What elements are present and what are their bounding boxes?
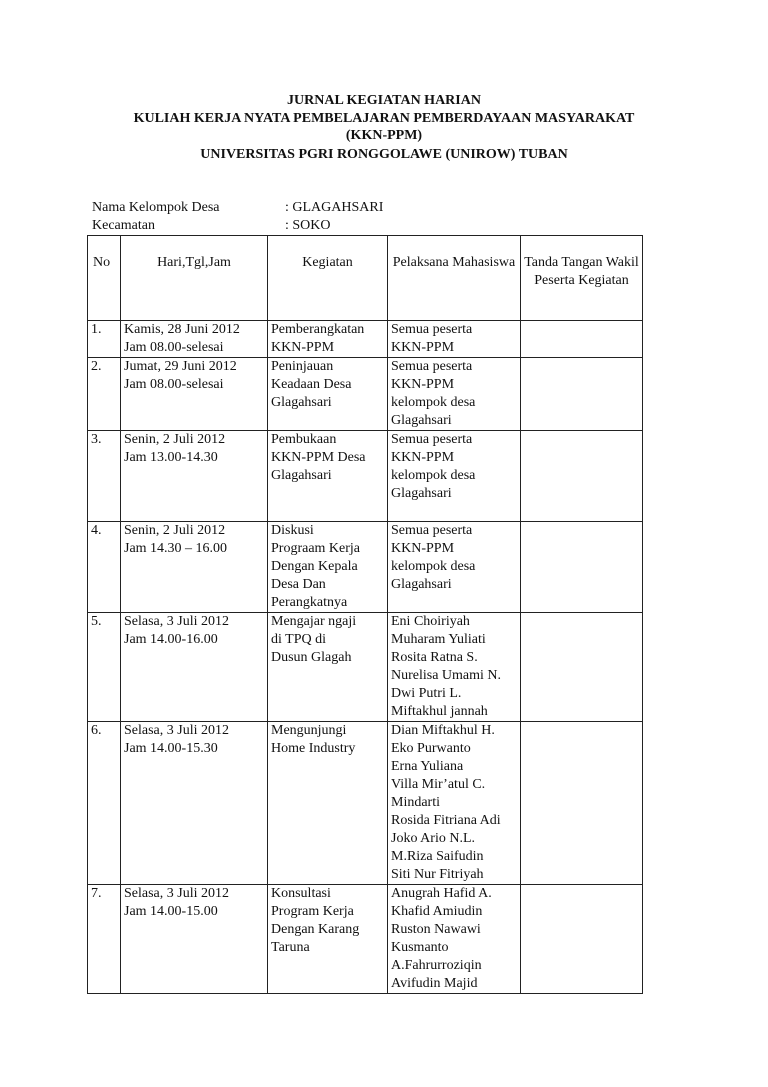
- university-title: UNIVERSITAS PGRI RONGGOLAWE (UNIROW) TUBAN: [200, 147, 568, 162]
- row-kegiatan: [268, 722, 388, 885]
- row-pelaksana-line: Anugrah Hafid A.: [391, 886, 492, 901]
- table-header-row: [88, 236, 643, 321]
- row-hari-line: Kamis, 28 Juni 2012: [124, 322, 240, 337]
- row-number: 1.: [88, 321, 121, 358]
- signature-cell: [521, 885, 643, 994]
- row-pelaksana-line: Semua peserta: [391, 322, 473, 337]
- row-pelaksana-line: Rosita Ratna S.: [391, 650, 478, 665]
- header-ttd-line: Kegiatan: [578, 273, 629, 288]
- row-pelaksana-line: KKN-PPM: [391, 450, 455, 465]
- row-number: 7.: [88, 885, 121, 994]
- row-hari: [121, 885, 268, 994]
- row-pelaksana-line: kelompok desa: [391, 559, 476, 574]
- row-kegiatan-line: Prograam Kerja: [271, 541, 361, 556]
- row-number: 2.: [88, 358, 121, 431]
- blank-line: [391, 503, 517, 521]
- row-hari-line: Jam 14.30 – 16.00: [124, 541, 228, 556]
- row-kegiatan-line: Mengajar ngaji: [271, 614, 357, 629]
- row-pelaksana-line: A.Fahrurroziqin: [391, 958, 482, 973]
- row-kegiatan-line: Pemberangkatan: [271, 322, 365, 337]
- row-pelaksana-line: Glagahsari: [391, 577, 452, 592]
- row-hari-line: Selasa, 3 Juli 2012: [124, 614, 229, 629]
- row-kegiatan-line: Dengan Karang: [271, 922, 360, 937]
- row-pelaksana-line: Avifudin Majid: [391, 976, 478, 991]
- header-pelaksana-line: Mahasiswa: [452, 255, 516, 270]
- row-kegiatan: [268, 522, 388, 613]
- table-row: [88, 431, 643, 522]
- row-kegiatan-line: KKN-PPM Desa: [271, 450, 366, 465]
- row-kegiatan-line: Taruna: [271, 940, 310, 955]
- row-pelaksana-line: Villa Mir’atul C.: [391, 777, 486, 792]
- row-number: 6.: [88, 722, 121, 885]
- header-pelaksana: [388, 236, 521, 321]
- kelompok-label: Nama Kelompok Desa: [92, 200, 220, 215]
- row-hari-line: Jam 14.00-15.00: [124, 904, 218, 919]
- table-row: [88, 613, 643, 722]
- row-hari-line: Jam 08.00-selesai: [124, 340, 224, 355]
- row-kegiatan: [268, 613, 388, 722]
- row-hari: [121, 358, 268, 431]
- row-pelaksana-line: Erna Yuliana: [391, 759, 464, 774]
- kecamatan-value: : SOKO: [285, 218, 331, 233]
- row-pelaksana-line: Semua peserta: [391, 523, 473, 538]
- table-row: [88, 522, 643, 613]
- header-hari: Hari,Tgl,Jam: [121, 236, 268, 321]
- row-kegiatan-line: Keadaan Desa: [271, 377, 352, 392]
- row-pelaksana-line: Glagahsari: [391, 413, 452, 428]
- row-hari: [121, 522, 268, 613]
- row-pelaksana: [388, 431, 521, 522]
- row-kegiatan-line: Glagahsari: [271, 395, 332, 410]
- header-no: No: [88, 236, 121, 321]
- row-hari-line: Jam 08.00-selesai: [124, 377, 224, 392]
- row-pelaksana-line: Semua peserta: [391, 432, 473, 447]
- row-pelaksana-line: Muharam Yuliati: [391, 632, 486, 647]
- kecamatan-label: Kecamatan: [92, 218, 155, 233]
- row-kegiatan-line: Konsultasi: [271, 886, 331, 901]
- program-title: KULIAH KERJA NYATA PEMBELAJARAN PEMBERDAYAAN MASYARAKAT: [133, 111, 635, 126]
- row-kegiatan-line: Dengan Kepala: [271, 559, 358, 574]
- row-kegiatan: [268, 358, 388, 431]
- header-kegiatan: Kegiatan: [268, 236, 388, 321]
- row-kegiatan-line: Program Kerja: [271, 904, 354, 919]
- row-kegiatan-line: Mengunjungi: [271, 723, 347, 738]
- journal-table: [87, 235, 643, 994]
- row-hari-line: Senin, 2 Juli 2012: [124, 523, 226, 538]
- row-kegiatan-line: Dusun Glagah: [271, 650, 352, 665]
- row-hari-line: Senin, 2 Juli 2012: [124, 432, 226, 447]
- table-row: [88, 722, 643, 885]
- row-pelaksana-line: Eko Purwanto: [391, 741, 471, 756]
- row-hari-line: Jam 14.00-15.30: [124, 741, 218, 756]
- row-hari-line: Jam 14.00-16.00: [124, 632, 218, 647]
- row-kegiatan: [268, 321, 388, 358]
- table-row: [88, 885, 643, 994]
- row-pelaksana-line: Glagahsari: [391, 486, 452, 501]
- row-pelaksana-line: KKN-PPM: [391, 377, 455, 392]
- row-kegiatan-line: Home Industry: [271, 741, 356, 756]
- row-hari-line: Selasa, 3 Juli 2012: [124, 723, 229, 738]
- row-pelaksana-line: Siti Nur Fitriyah: [391, 867, 484, 882]
- kelompok-value: : GLAGAHSARI: [285, 200, 384, 215]
- row-pelaksana-line: KKN-PPM: [391, 541, 455, 556]
- row-pelaksana-line: Nurelisa Umami N.: [391, 668, 502, 683]
- row-kegiatan-line: Perangkatnya: [271, 595, 348, 610]
- row-hari-line: Selasa, 3 Juli 2012: [124, 886, 229, 901]
- row-pelaksana-line: Kusmanto: [391, 940, 449, 955]
- journal-title: JURNAL KEGIATAN HARIAN: [287, 93, 481, 108]
- signature-cell: [521, 358, 643, 431]
- row-kegiatan-line: Glagahsari: [271, 468, 332, 483]
- row-hari-line: Jumat, 29 Juni 2012: [124, 359, 237, 374]
- row-hari: [121, 722, 268, 885]
- row-hari: [121, 321, 268, 358]
- row-pelaksana: [388, 613, 521, 722]
- signature-cell: [521, 431, 643, 522]
- row-pelaksana: [388, 321, 521, 358]
- header-ttd: [521, 236, 643, 321]
- row-pelaksana-line: Miftakhul jannah: [391, 704, 488, 719]
- row-pelaksana-line: Eni Choiriyah: [391, 614, 470, 629]
- row-pelaksana: [388, 358, 521, 431]
- row-pelaksana-line: Mindarti: [391, 795, 440, 810]
- row-pelaksana: [388, 722, 521, 885]
- row-pelaksana-line: Ruston Nawawi: [391, 922, 481, 937]
- row-pelaksana-line: kelompok desa: [391, 395, 476, 410]
- row-number: 4.: [88, 522, 121, 613]
- row-kegiatan-line: di TPQ di: [271, 632, 326, 647]
- signature-cell: [521, 613, 643, 722]
- row-pelaksana-line: Joko Ario N.L.: [391, 831, 475, 846]
- row-kegiatan: [268, 885, 388, 994]
- row-number: 3.: [88, 431, 121, 522]
- row-kegiatan: [268, 431, 388, 522]
- row-kegiatan-line: Diskusi: [271, 523, 314, 538]
- row-pelaksana-line: Khafid Amiudin: [391, 904, 483, 919]
- table-row: [88, 358, 643, 431]
- row-kegiatan-line: Peninjauan: [271, 359, 334, 374]
- program-acronym: (KKN-PPM): [345, 128, 423, 143]
- row-pelaksana-line: KKN-PPM: [391, 340, 455, 355]
- row-hari: [121, 613, 268, 722]
- row-pelaksana-line: Semua peserta: [391, 359, 473, 374]
- header-ttd-line: Tanda Tangan: [524, 255, 603, 270]
- header-pelaksana-line: Pelaksana: [392, 255, 449, 270]
- row-kegiatan-line: KKN-PPM: [271, 340, 335, 355]
- row-pelaksana-line: M.Riza Saifudin: [391, 849, 484, 864]
- row-number: 5.: [88, 613, 121, 722]
- signature-cell: [521, 321, 643, 358]
- row-hari: [121, 431, 268, 522]
- row-pelaksana-line: Dwi Putri L.: [391, 686, 462, 701]
- signature-cell: [521, 722, 643, 885]
- row-pelaksana-line: Rosida Fitriana Adi: [391, 813, 501, 828]
- row-hari-line: Jam 13.00-14.30: [124, 450, 218, 465]
- row-pelaksana: [388, 522, 521, 613]
- signature-cell: [521, 522, 643, 613]
- row-pelaksana: [388, 885, 521, 994]
- row-kegiatan-line: Desa Dan: [271, 577, 326, 592]
- row-kegiatan-line: Pembukaan: [271, 432, 337, 447]
- table-row: [88, 321, 643, 358]
- row-pelaksana-line: kelompok desa: [391, 468, 476, 483]
- row-pelaksana-line: Dian Miftakhul H.: [391, 723, 495, 738]
- header-ttd-line: Wakil Peserta: [534, 255, 639, 288]
